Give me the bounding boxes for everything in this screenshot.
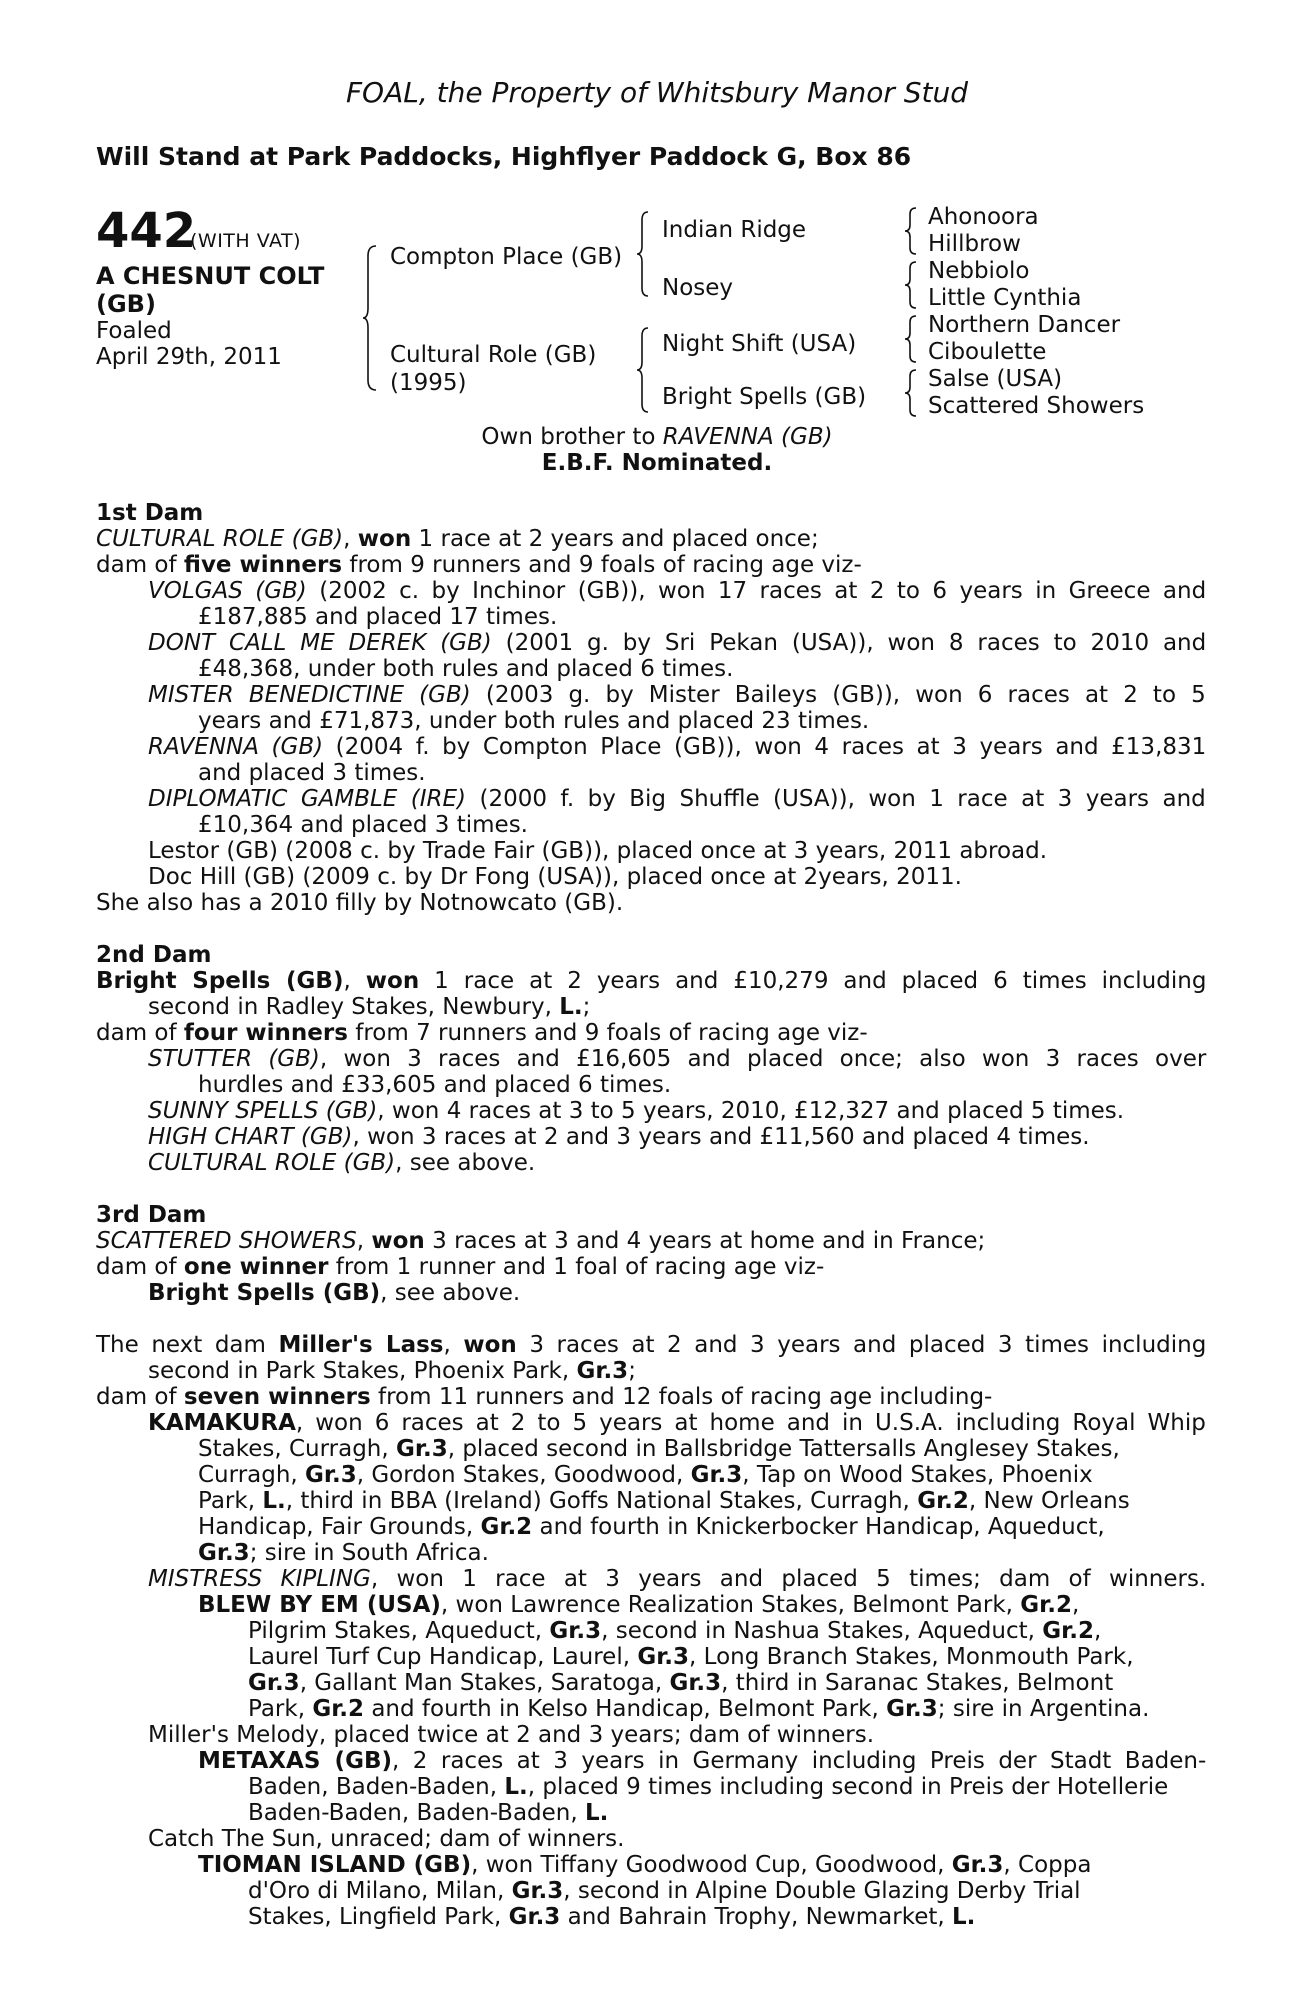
text-segment: STUTTER (GB): [148, 1046, 320, 1072]
pedigree-brace-g3-1: [904, 206, 918, 256]
text-line: [148, 682, 1206, 708]
text-line: [148, 1046, 1206, 1072]
page-title: FOAL, the Property of Whitsbury Manor Stud: [345, 76, 969, 109]
text-line: [148, 1410, 1206, 1436]
text-segment: , won Tiffany Goodwood Cup, Goodwood,: [471, 1852, 952, 1878]
text-segment: ,: [343, 968, 366, 994]
text-segment: ,: [343, 526, 358, 552]
text-segment: , won Lawrence Realization Stakes, Belmont Park,: [440, 1592, 1021, 1618]
text-segment: Gr.3: [396, 1436, 448, 1462]
text-segment: £187,885 and placed 17 times.: [198, 604, 558, 630]
text-line: [148, 1566, 1206, 1592]
text-segment: and fourth in Knickerbocker Handicap, Aqueduct,: [532, 1514, 1105, 1540]
pedigree-g3-3: Nebbiolo: [928, 258, 1030, 284]
pedigree-brace-g3-3: [904, 314, 918, 364]
text-line: [198, 656, 733, 682]
text-segment: Gr.2: [1042, 1618, 1094, 1644]
text-segment: , placed 9 times including second in Preis der Hotellerie: [527, 1774, 1169, 1800]
text-segment: MISTER BENEDICTINE (GB): [148, 682, 471, 708]
text-line: [148, 994, 590, 1020]
text-segment: HIGH CHART (GB): [148, 1124, 353, 1150]
text-segment: RAVENNA (GB): [148, 734, 324, 760]
text-segment: (2001 g. by Sri Pekan (USA)), won 8 races to 2010 and: [491, 630, 1207, 656]
stand-location: Will Stand at Park Paddocks, Highflyer Paddock G, Box 86: [96, 142, 912, 171]
text-line: [248, 1618, 1101, 1644]
text-segment: CULTURAL ROLE (GB): [148, 1150, 396, 1176]
text-segment: , won 6 races at 2 to 5 years at home and in U.S.A. including Royal Whip: [295, 1410, 1206, 1436]
text-segment: Gr.3: [549, 1618, 602, 1644]
pedigree-sire: Compton Place (GB): [390, 244, 623, 270]
text-segment: L.: [504, 1774, 528, 1800]
text-segment: and Bahrain Trophy, Newmarket,: [560, 1904, 952, 1930]
text-segment: ;: [628, 1358, 636, 1384]
text-segment: ; sire in South Africa.: [249, 1540, 489, 1566]
text-line: [198, 1852, 1091, 1878]
text-segment: 3 races at 2 and 3 years and placed 3 times including: [516, 1332, 1207, 1358]
text-line: [198, 1488, 1130, 1514]
text-segment: won: [357, 526, 412, 552]
text-line: [96, 1228, 985, 1254]
pedigree-g3-6: Ciboulette: [928, 339, 1047, 365]
text-line: [198, 812, 528, 838]
text-segment: Gr.3: [886, 1696, 938, 1722]
text-segment: L.: [952, 1904, 976, 1930]
text-line: [96, 526, 819, 552]
pedigree-dam: Cultural Role (GB): [390, 342, 597, 368]
text-line: [198, 1072, 671, 1098]
section-heading: [96, 500, 203, 526]
text-line: [148, 1722, 874, 1748]
text-segment: , Tap on Wood Stakes, Phoenix: [742, 1462, 1093, 1488]
text-segment: 1 race at 2 years and £10,279 and placed 6 times including: [419, 968, 1207, 994]
text-segment: dam of: [96, 552, 184, 578]
pedigree-g3-8: Scattered Showers: [928, 393, 1145, 419]
text-segment: hurdles and £33,605 and placed 6 times.: [198, 1072, 672, 1098]
pedigree-dam-sire: Night Shift (USA): [662, 331, 857, 357]
text-segment: The next dam: [96, 1332, 279, 1358]
text-segment: seven winners: [183, 1384, 371, 1410]
text-segment: Bright Spells (GB): [148, 1280, 381, 1306]
text-line: [198, 1462, 1093, 1488]
text-segment: won: [371, 1228, 425, 1254]
lot-number: 442: [96, 203, 197, 259]
foaled-date: April 29th, 2011: [96, 344, 282, 370]
text-segment: from 1 runner and 1 foal of racing age viz-: [328, 1254, 825, 1280]
pedigree-sire-dam: Nosey: [662, 275, 734, 301]
text-line: [148, 838, 1047, 864]
section-heading: [96, 942, 211, 968]
text-segment: DIPLOMATIC GAMBLE (IRE): [148, 786, 467, 812]
text-line: [198, 1514, 1105, 1540]
text-line: [148, 1124, 1090, 1150]
text-segment: from 11 runners and 12 foals of racing age including-: [370, 1384, 993, 1410]
text-segment: Gr.3: [305, 1462, 357, 1488]
text-segment: , second in Alpine Double Glazing Derby Trial: [563, 1878, 1081, 1904]
text-segment: Gr.3: [248, 1670, 300, 1696]
text-segment: Gr.3: [508, 1904, 561, 1930]
text-line: [148, 1280, 520, 1306]
text-segment: Gr.3: [637, 1644, 690, 1670]
text-segment: Doc Hill (GB) (2009 c. by Dr Fong (USA)), placed once at 2years, 2011.: [148, 864, 962, 890]
text-line: [148, 864, 962, 890]
text-segment: L.: [262, 1488, 286, 1514]
text-line: [96, 552, 862, 578]
text-segment: TIOMAN ISLAND (GB): [198, 1852, 472, 1878]
text-segment: second in Radley Stakes, Newbury,: [148, 994, 560, 1020]
text-segment: (2004 f. by Compton Place (GB)), won 4 races at 3 years and £13,831: [323, 734, 1207, 760]
text-segment: ,: [443, 1332, 464, 1358]
horse-origin: (GB): [96, 290, 156, 318]
pedigree-brace-sire: [636, 210, 650, 298]
own-brother-prefix: Own brother to: [481, 424, 663, 450]
text-line: [96, 1254, 824, 1280]
text-line: [198, 1592, 1079, 1618]
text-line: [148, 630, 1206, 656]
text-segment: years and £71,873, under both rules and placed 23 times.: [198, 708, 870, 734]
text-line: [248, 1904, 975, 1930]
text-segment: Gr.3: [511, 1878, 564, 1904]
text-segment: SCATTERED SHOWERS: [96, 1228, 357, 1254]
text-line: [198, 1436, 1120, 1462]
own-brother-name: RAVENNA (GB): [662, 424, 833, 450]
text-segment: Stakes, Lingfield Park,: [248, 1904, 509, 1930]
text-segment: MISTRESS KIPLING: [148, 1566, 371, 1592]
text-segment: ,: [356, 1228, 372, 1254]
text-segment: Gr.2: [480, 1514, 533, 1540]
text-segment: Gr.3: [669, 1670, 722, 1696]
text-segment: Gr.2: [917, 1488, 969, 1514]
text-segment: (2000 f. by Big Shuffle (USA)), won 1 race at 3 years and: [466, 786, 1206, 812]
text-segment: won: [463, 1332, 517, 1358]
pedigree-g3-4: Little Cynthia: [928, 285, 1082, 311]
text-segment: METAXAS (GB): [198, 1748, 392, 1774]
text-line: [248, 1696, 1149, 1722]
text-line: [148, 734, 1206, 760]
text-segment: , Gordon Stakes, Goodwood,: [356, 1462, 691, 1488]
text-segment: Catch The Sun, unraced; dam of winners.: [148, 1826, 625, 1852]
text-line: [198, 708, 869, 734]
text-segment: Bright Spells (GB): [96, 968, 344, 994]
text-segment: She also has a 2010 filly by Notnowcato (GB).: [96, 890, 624, 916]
own-brother-note: [0, 424, 1314, 450]
text-segment: Baden-Baden, Baden-Baden,: [248, 1800, 586, 1826]
text-line: [148, 578, 1206, 604]
text-segment: won: [365, 968, 420, 994]
text-line: [198, 1540, 489, 1566]
text-segment: and placed 3 times.: [198, 760, 426, 786]
text-line: [96, 1020, 868, 1046]
text-segment: , second in Nashua Stakes, Aqueduct,: [601, 1618, 1043, 1644]
text-segment: SUNNY SPELLS (GB): [148, 1098, 378, 1124]
text-segment: Gr.3: [576, 1358, 629, 1384]
text-segment: from 9 runners and 9 foals of racing age viz-: [342, 552, 862, 578]
pedigree-brace-g3-4: [904, 368, 918, 418]
text-segment: £10,364 and placed 3 times.: [198, 812, 528, 838]
text-line: [148, 1826, 624, 1852]
text-segment: ,: [1093, 1618, 1102, 1644]
text-line: [248, 1878, 1081, 1904]
text-segment: 3 races at 3 and 4 years at home and in France;: [424, 1228, 986, 1254]
text-segment: , see above.: [395, 1150, 536, 1176]
text-line: [148, 1358, 636, 1384]
text-segment: four winners: [183, 1020, 348, 1046]
text-segment: , see above.: [380, 1280, 521, 1306]
pedigree-sire-sire: Indian Ridge: [662, 217, 807, 243]
text-segment: , 2 races at 3 years in Germany including Preis der Stadt Baden-: [392, 1748, 1207, 1774]
text-segment: CULTURAL ROLE (GB): [96, 526, 344, 552]
text-segment: Baden, Baden-Baden,: [248, 1774, 505, 1800]
text-segment: (2002 c. by Inchinor (GB)), won 17 races at 2 to 6 years in Greece and: [306, 578, 1207, 604]
pedigree-brace-main: [362, 244, 378, 392]
text-segment: second in Park Stakes, Phoenix Park,: [148, 1358, 577, 1384]
text-segment: from 7 runners and 9 foals of racing age viz-: [347, 1020, 868, 1046]
text-segment: , won 4 races at 3 to 5 years, 2010, £12,327 and placed 5 times.: [377, 1098, 1125, 1124]
text-segment: L.: [585, 1800, 609, 1826]
text-segment: Gr.2: [1020, 1592, 1072, 1618]
text-segment: dam of: [96, 1384, 184, 1410]
text-line: [96, 890, 623, 916]
text-segment: Park,: [198, 1488, 263, 1514]
pedigree-g3-5: Northern Dancer: [928, 312, 1121, 338]
text-segment: , won 3 races and £16,605 and placed once; also won 3 races over: [319, 1046, 1207, 1072]
text-line: [248, 1774, 1168, 1800]
text-segment: Handicap, Fair Grounds,: [198, 1514, 481, 1540]
text-line: [148, 786, 1206, 812]
pedigree-dam-dam: Bright Spells (GB): [662, 384, 867, 410]
horse-description: A CHESNUT COLT: [96, 262, 325, 290]
text-line: [198, 1748, 1206, 1774]
text-segment: dam of: [96, 1020, 184, 1046]
text-line: [148, 1150, 535, 1176]
text-segment: , placed second in Ballsbridge Tattersalls Anglesey Stakes,: [447, 1436, 1120, 1462]
text-segment: VOLGAS (GB): [148, 578, 307, 604]
text-segment: one winner: [183, 1254, 329, 1280]
text-segment: ;: [582, 994, 591, 1020]
text-segment: (2003 g. by Mister Baileys (GB)), won 6 races at 2 to 5: [470, 682, 1206, 708]
text-segment: Lestor (GB) (2008 c. by Trade Fair (GB)), placed once at 3 years, 2011 abroad.: [148, 838, 1048, 864]
text-segment: Gr.3: [198, 1540, 250, 1566]
text-segment: 2nd Dam: [96, 942, 212, 968]
pedigree-g3-2: Hillbrow: [928, 231, 1021, 257]
text-line: [96, 1332, 1206, 1358]
text-segment: KAMAKURA: [148, 1410, 296, 1436]
section-heading: [96, 1202, 206, 1228]
text-segment: , Long Branch Stakes, Monmouth Park,: [689, 1644, 1134, 1670]
text-segment: L.: [559, 994, 583, 1020]
text-segment: Stakes, Curragh,: [198, 1436, 397, 1462]
text-line: [198, 604, 557, 630]
text-segment: Park,: [248, 1696, 313, 1722]
pedigree-brace-dam: [636, 326, 650, 414]
text-segment: Gr.3: [690, 1462, 743, 1488]
text-line: [96, 1384, 992, 1410]
text-segment: Gr.3: [951, 1852, 1004, 1878]
text-segment: , third in Saranac Stakes, Belmont: [721, 1670, 1114, 1696]
text-segment: ,: [1071, 1592, 1080, 1618]
pedigree-dam-year: (1995): [390, 370, 467, 396]
text-segment: , Coppa: [1003, 1852, 1092, 1878]
text-segment: , won 3 races at 2 and 3 years and £11,560 and placed 4 times.: [352, 1124, 1090, 1150]
text-segment: , New Orleans: [968, 1488, 1130, 1514]
text-line: [96, 968, 1206, 994]
text-segment: £48,368, under both rules and placed 6 times.: [198, 656, 734, 682]
pedigree-g3-1: Ahonoora: [928, 204, 1039, 230]
text-segment: Miller's Melody, placed twice at 2 and 3 years; dam of winners.: [148, 1722, 875, 1748]
text-segment: Pilgrim Stakes, Aqueduct,: [248, 1618, 550, 1644]
text-segment: and fourth in Kelso Handicap, Belmont Park,: [364, 1696, 887, 1722]
text-segment: ; sire in Argentina.: [937, 1696, 1150, 1722]
foaled-label: Foaled: [96, 318, 172, 344]
text-segment: , won 1 race at 3 years and placed 5 times; dam of winners.: [370, 1566, 1207, 1592]
text-segment: Gr.2: [312, 1696, 365, 1722]
text-line: [248, 1670, 1113, 1696]
vat-label: (WITH VAT): [190, 230, 302, 252]
text-segment: dam of: [96, 1254, 184, 1280]
text-segment: 3rd Dam: [96, 1202, 207, 1228]
text-segment: , third in BBA (Ireland) Goffs National Stakes, Curragh,: [285, 1488, 918, 1514]
text-line: [248, 1644, 1134, 1670]
text-segment: five winners: [183, 552, 343, 578]
text-line: [198, 760, 426, 786]
text-segment: 1st Dam: [96, 500, 204, 526]
text-segment: Miller's Lass: [278, 1332, 444, 1358]
ebf-nominated: E.B.F. Nominated.: [541, 450, 773, 476]
text-line: [148, 1098, 1124, 1124]
text-segment: d'Oro di Milano, Milan,: [248, 1878, 512, 1904]
text-segment: Laurel Turf Cup Handicap, Laurel,: [248, 1644, 638, 1670]
text-segment: BLEW BY EM (USA): [198, 1592, 441, 1618]
text-segment: DONT CALL ME DEREK (GB): [148, 630, 492, 656]
pedigree-brace-g3-2: [904, 260, 918, 310]
text-line: [248, 1800, 608, 1826]
pedigree-g3-7: Salse (USA): [928, 366, 1063, 392]
text-segment: Curragh,: [198, 1462, 306, 1488]
text-segment: , Gallant Man Stakes, Saratoga,: [299, 1670, 670, 1696]
text-segment: 1 race at 2 years and placed once;: [411, 526, 819, 552]
